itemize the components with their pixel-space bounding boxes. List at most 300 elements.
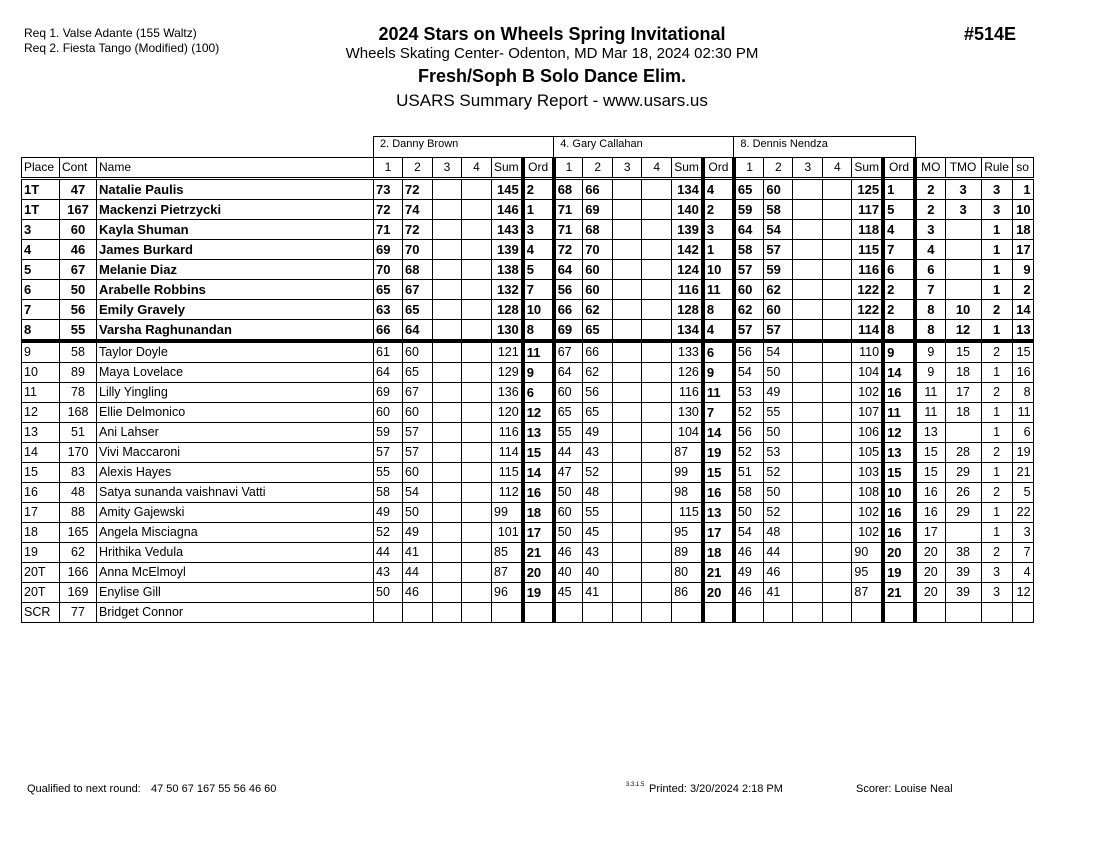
- judge-3-s4-cell: [823, 200, 852, 220]
- judge-3-s3-cell: [793, 563, 823, 583]
- contestant-number-cell: 62: [60, 543, 97, 563]
- judge-3-s1-cell: 57: [734, 320, 764, 342]
- judge-1-s2-cell: 70: [403, 240, 433, 260]
- judge-1-s3-cell: [433, 583, 462, 603]
- judge-2-s1-cell: 56: [554, 280, 583, 300]
- judge-2-s1-cell: 50: [554, 523, 583, 543]
- judge-3-s2-cell: 60: [764, 179, 793, 200]
- judge-1-ord-cell: 12: [523, 403, 554, 423]
- venue-datetime: Wheels Skating Center- Odenton, MD Mar 18, 2024 02:30 PM: [345, 45, 759, 62]
- requirement-2: Req 2. Fiesta Tango (Modified) (100): [24, 41, 220, 55]
- contestant-number-cell: 168: [60, 403, 97, 423]
- judge-1-ord-cell: 17: [523, 523, 554, 543]
- rule-cell: 2: [981, 483, 1012, 503]
- judge-3-sum-cell: 107: [852, 403, 883, 423]
- rule-cell: [981, 603, 1012, 623]
- table-row[interactable]: [22, 443, 1034, 463]
- col-header-j2-s4: 4: [642, 158, 672, 179]
- judge-2-s4-cell: [642, 363, 672, 383]
- mo-cell: 8: [915, 300, 945, 320]
- place-cell: 18: [22, 523, 60, 543]
- place-cell: 14: [22, 443, 60, 463]
- place-cell: 6: [22, 280, 60, 300]
- contestant-number-cell: 166: [60, 563, 97, 583]
- col-header-j3-s3: 3: [793, 158, 823, 179]
- judge-3-s2-cell: 57: [764, 240, 793, 260]
- judge-2-s4-cell: [642, 443, 672, 463]
- judge-1-ord-cell: 11: [523, 341, 554, 363]
- judge-3-s2-cell: 57: [764, 320, 793, 342]
- judge-1-s3-cell: [433, 503, 462, 523]
- skater-name-cell: Melanie Diaz: [97, 260, 374, 280]
- judge-1-ord-cell: 8: [523, 320, 554, 342]
- judge-2-sum-cell: 80: [672, 563, 703, 583]
- judge-3-s2-cell: 59: [764, 260, 793, 280]
- judge-1-sum-cell: 96: [492, 583, 523, 603]
- judge-2-s4-cell: [642, 403, 672, 423]
- judge-2-s3-cell: [613, 503, 642, 523]
- judge-2-s2-cell: [583, 603, 613, 623]
- judge-2-s3-cell: [613, 543, 642, 563]
- judge-2-sum-cell: 139: [672, 220, 703, 240]
- judge-1-sum-cell: 146: [492, 200, 523, 220]
- so-cell: 10: [1012, 200, 1033, 220]
- judge-2-s2-cell: 41: [583, 583, 613, 603]
- judge-3-ord-cell: 14: [883, 363, 915, 383]
- judge-2-ord-cell: 11: [703, 383, 734, 403]
- table-row[interactable]: [22, 240, 1034, 260]
- judge-3-s4-cell: [823, 260, 852, 280]
- judge-2-s4-cell: [642, 240, 672, 260]
- table-row[interactable]: [22, 260, 1034, 280]
- judge-1-s3-cell: [433, 200, 462, 220]
- judge-2-s3-cell: [613, 200, 642, 220]
- col-header-j2-s3: 3: [613, 158, 642, 179]
- place-cell: SCR: [22, 603, 60, 623]
- judge-3-s2-cell: 46: [764, 563, 793, 583]
- judge-3-s1-cell: 56: [734, 341, 764, 363]
- judge-3-s4-cell: [823, 563, 852, 583]
- table-row[interactable]: [22, 280, 1034, 300]
- col-header-j3-sum: Sum: [852, 158, 883, 179]
- judge-1-s1-cell: 71: [374, 220, 403, 240]
- judge-3-s4-cell: [823, 300, 852, 320]
- judge-1-ord-cell: 7: [523, 280, 554, 300]
- mo-cell: 15: [915, 463, 945, 483]
- judge-header-row: [22, 137, 1034, 158]
- judge-2-s3-cell: [613, 583, 642, 603]
- judge-3-s4-cell: [823, 320, 852, 342]
- tmo-cell: 26: [945, 483, 981, 503]
- skater-name-cell: Maya Lovelace: [97, 363, 374, 383]
- judge-3-ord-cell: 2: [883, 300, 915, 320]
- judge-2-sum-cell: [672, 603, 703, 623]
- judge-1-s2-cell: 74: [403, 200, 433, 220]
- tmo-cell: 3: [945, 200, 981, 220]
- table-row[interactable]: [22, 200, 1034, 220]
- judge-2-s4-cell: [642, 603, 672, 623]
- judge-2-s1-cell: 44: [554, 443, 583, 463]
- skater-name-cell: Bridget Connor: [97, 603, 374, 623]
- rule-cell: 1: [981, 423, 1012, 443]
- so-cell: 9: [1012, 260, 1033, 280]
- judge-2-ord-cell: [703, 603, 734, 623]
- place-cell: 8: [22, 320, 60, 342]
- judge-2-s2-cell: 62: [583, 363, 613, 383]
- table-row[interactable]: [22, 603, 1034, 623]
- judge-1-s4-cell: [462, 523, 492, 543]
- table-row[interactable]: [22, 403, 1034, 423]
- judge-3-s3-cell: [793, 503, 823, 523]
- contestant-number-cell: 170: [60, 443, 97, 463]
- skater-name-cell: Mackenzi Pietrzycki: [97, 200, 374, 220]
- judge-1-s1-cell: 66: [374, 320, 403, 342]
- judge-1-s3-cell: [433, 543, 462, 563]
- judge-3-ord-cell: 5: [883, 200, 915, 220]
- judge-3-s1-cell: 57: [734, 260, 764, 280]
- judge-3-s3-cell: [793, 179, 823, 200]
- judge-1-sum-cell: 121: [492, 341, 523, 363]
- judge-1-s1-cell: 49: [374, 503, 403, 523]
- judge-2-s3-cell: [613, 523, 642, 543]
- mo-cell: 3: [915, 220, 945, 240]
- col-header-j1-s3: 3: [433, 158, 462, 179]
- skater-name-cell: Kayla Shuman: [97, 220, 374, 240]
- contestant-number-cell: 78: [60, 383, 97, 403]
- mo-cell: 9: [915, 341, 945, 363]
- judge-1-ord-cell: [523, 603, 554, 623]
- judge-3-s3-cell: [793, 363, 823, 383]
- contestant-number-cell: 50: [60, 280, 97, 300]
- rule-cell: 1: [981, 463, 1012, 483]
- mo-cell: 16: [915, 503, 945, 523]
- judge-2-ord-cell: 16: [703, 483, 734, 503]
- judge-1-s3-cell: [433, 341, 462, 363]
- judge-1-s4-cell: [462, 543, 492, 563]
- judge-3-sum-cell: 115: [852, 240, 883, 260]
- judge-3-s1-cell: 51: [734, 463, 764, 483]
- judge-2-s4-cell: [642, 503, 672, 523]
- mo-cell: 7: [915, 280, 945, 300]
- skater-name-cell: Hrithika Vedula: [97, 543, 374, 563]
- judge-1-s1-cell: 58: [374, 483, 403, 503]
- judge-1-ord-cell: 6: [523, 383, 554, 403]
- judge-1-s1-cell: [374, 603, 403, 623]
- judge-1-s2-cell: 49: [403, 523, 433, 543]
- tmo-cell: 12: [945, 320, 981, 342]
- col-header-j1-s4: 4: [462, 158, 492, 179]
- mo-cell: 11: [915, 383, 945, 403]
- judge-2-s4-cell: [642, 383, 672, 403]
- col-header-mo: MO: [915, 158, 945, 179]
- table-row[interactable]: [22, 483, 1034, 503]
- rule-cell: 1: [981, 240, 1012, 260]
- judge-2-ord-cell: 4: [703, 320, 734, 342]
- table-row[interactable]: [22, 523, 1034, 543]
- judge-1-ord-cell: 1: [523, 200, 554, 220]
- judge-3-sum-cell: 106: [852, 423, 883, 443]
- judge-3-ord-cell: 16: [883, 503, 915, 523]
- table-row[interactable]: [22, 463, 1034, 483]
- tmo-cell: 29: [945, 503, 981, 523]
- mo-cell: 8: [915, 320, 945, 342]
- so-cell: [1012, 603, 1033, 623]
- judge-1-ord-cell: 16: [523, 483, 554, 503]
- table-row[interactable]: [22, 503, 1034, 523]
- judge-3-s2-cell: [764, 603, 793, 623]
- judge-2-s3-cell: [613, 341, 642, 363]
- judge-3-ord-cell: 21: [883, 583, 915, 603]
- judge-2-s1-cell: 50: [554, 483, 583, 503]
- judge-1-sum-cell: 85: [492, 543, 523, 563]
- qualified-label: Qualified to next round:: [27, 783, 141, 795]
- judge-2-s2-cell: 43: [583, 443, 613, 463]
- judge-3-s3-cell: [793, 200, 823, 220]
- judge-3-s4-cell: [823, 179, 852, 200]
- judge-3-s4-cell: [823, 543, 852, 563]
- judge-1-s1-cell: 59: [374, 423, 403, 443]
- table-row[interactable]: [22, 179, 1034, 200]
- judge-2-ord-cell: 13: [703, 503, 734, 523]
- judge-3-s3-cell: [793, 260, 823, 280]
- mo-cell: 16: [915, 483, 945, 503]
- table-row[interactable]: [22, 543, 1034, 563]
- judge-3-ord-cell: 15: [883, 463, 915, 483]
- judge-2-s1-cell: 46: [554, 543, 583, 563]
- judge-2-s3-cell: [613, 443, 642, 463]
- table-row[interactable]: [22, 220, 1034, 240]
- mo-cell: 9: [915, 363, 945, 383]
- judge-3-ord-cell: 16: [883, 523, 915, 543]
- mo-cell: 2: [915, 200, 945, 220]
- judge-2-s2-cell: 56: [583, 383, 613, 403]
- judge-3-sum-cell: 102: [852, 503, 883, 523]
- results-table: [21, 136, 1034, 623]
- judge-3-s4-cell: [823, 523, 852, 543]
- judge-1-s2-cell: 65: [403, 300, 433, 320]
- table-row[interactable]: [22, 320, 1034, 342]
- judge-3-s1-cell: 46: [734, 583, 764, 603]
- judge-1-s4-cell: [462, 320, 492, 342]
- judge-1-sum-cell: 114: [492, 443, 523, 463]
- judge-2-s1-cell: 66: [554, 300, 583, 320]
- judge-2-name: 4. Gary Callahan: [554, 137, 734, 158]
- contestant-number-cell: 56: [60, 300, 97, 320]
- judge-3-s1-cell: 52: [734, 403, 764, 423]
- judge-1-s2-cell: 41: [403, 543, 433, 563]
- judge-2-s2-cell: 55: [583, 503, 613, 523]
- contestant-number-cell: 167: [60, 200, 97, 220]
- judge-1-s4-cell: [462, 341, 492, 363]
- place-cell: 11: [22, 383, 60, 403]
- judge-3-s2-cell: 41: [764, 583, 793, 603]
- judge-3-ord-cell: [883, 603, 915, 623]
- judge-3-s3-cell: [793, 543, 823, 563]
- judge-1-s3-cell: [433, 220, 462, 240]
- judge-2-ord-cell: 15: [703, 463, 734, 483]
- judge-3-sum-cell: 105: [852, 443, 883, 463]
- contestant-number-cell: 60: [60, 220, 97, 240]
- judge-1-sum-cell: [492, 603, 523, 623]
- judge-2-sum-cell: 87: [672, 443, 703, 463]
- judge-2-s3-cell: [613, 179, 642, 200]
- judge-3-s1-cell: 62: [734, 300, 764, 320]
- judge-2-s2-cell: 65: [583, 403, 613, 423]
- judge-1-ord-cell: 5: [523, 260, 554, 280]
- rule-cell: 3: [981, 583, 1012, 603]
- judge-2-s3-cell: [613, 240, 642, 260]
- judge-1-s2-cell: 60: [403, 341, 433, 363]
- judge-2-ord-cell: 2: [703, 200, 734, 220]
- rule-cell: 3: [981, 179, 1012, 200]
- judge-2-s4-cell: [642, 200, 672, 220]
- rule-cell: 1: [981, 363, 1012, 383]
- skater-name-cell: Vivi Maccaroni: [97, 443, 374, 463]
- rule-cell: 1: [981, 523, 1012, 543]
- judge-3-s4-cell: [823, 503, 852, 523]
- judge-2-s4-cell: [642, 523, 672, 543]
- judge-2-s4-cell: [642, 220, 672, 240]
- judge-1-s3-cell: [433, 179, 462, 200]
- judge-3-s2-cell: 54: [764, 341, 793, 363]
- judge-1-s2-cell: 68: [403, 260, 433, 280]
- judge-2-ord-cell: 20: [703, 583, 734, 603]
- judge-2-ord-cell: 1: [703, 240, 734, 260]
- table-row[interactable]: [22, 423, 1034, 443]
- judge-1-s3-cell: [433, 320, 462, 342]
- judge-2-sum-cell: 128: [672, 300, 703, 320]
- place-cell: 20T: [22, 563, 60, 583]
- judge-3-s2-cell: 58: [764, 200, 793, 220]
- table-row[interactable]: [22, 583, 1034, 603]
- judge-2-sum-cell: 134: [672, 179, 703, 200]
- judge-1-sum-cell: 115: [492, 463, 523, 483]
- judge-1-s2-cell: 67: [403, 280, 433, 300]
- place-cell: 15: [22, 463, 60, 483]
- table-row[interactable]: [22, 383, 1034, 403]
- judge-1-s1-cell: 60: [374, 403, 403, 423]
- judge-3-s3-cell: [793, 341, 823, 363]
- judge-3-ord-cell: 7: [883, 240, 915, 260]
- judge-3-s1-cell: 58: [734, 240, 764, 260]
- place-cell: 12: [22, 403, 60, 423]
- judge-1-sum-cell: 101: [492, 523, 523, 543]
- col-header-j3-s1: 1: [734, 158, 764, 179]
- judge-1-s2-cell: 46: [403, 583, 433, 603]
- judge-3-s1-cell: [734, 603, 764, 623]
- mo-cell: 20: [915, 543, 945, 563]
- skater-name-cell: Emily Gravely: [97, 300, 374, 320]
- judge-1-s1-cell: 52: [374, 523, 403, 543]
- judge-2-s4-cell: [642, 423, 672, 443]
- judge-2-sum-cell: 130: [672, 403, 703, 423]
- judge-1-s3-cell: [433, 423, 462, 443]
- rule-cell: 1: [981, 320, 1012, 342]
- judge-1-sum-cell: 129: [492, 363, 523, 383]
- place-cell: 20T: [22, 583, 60, 603]
- judge-2-ord-cell: 7: [703, 403, 734, 423]
- judge-1-sum-cell: 87: [492, 563, 523, 583]
- judge-1-s1-cell: 69: [374, 383, 403, 403]
- judge-2-s3-cell: [613, 383, 642, 403]
- event-name: Fresh/Soph B Solo Dance Elim.: [417, 66, 687, 86]
- judge-2-s4-cell: [642, 300, 672, 320]
- judge-1-s2-cell: 57: [403, 443, 433, 463]
- judge-3-sum-cell: 117: [852, 200, 883, 220]
- judge-1-s3-cell: [433, 443, 462, 463]
- judge-3-s1-cell: 54: [734, 363, 764, 383]
- judge-2-s2-cell: 65: [583, 320, 613, 342]
- judge-3-sum-cell: 95: [852, 563, 883, 583]
- judge-3-s4-cell: [823, 603, 852, 623]
- judge-2-s3-cell: [613, 363, 642, 383]
- judge-1-s3-cell: [433, 403, 462, 423]
- judge-2-s3-cell: [613, 483, 642, 503]
- contestant-number-cell: 165: [60, 523, 97, 543]
- judge-1-sum-cell: 138: [492, 260, 523, 280]
- table-row[interactable]: [22, 300, 1034, 320]
- judge-1-s1-cell: 43: [374, 563, 403, 583]
- judge-3-ord-cell: 6: [883, 260, 915, 280]
- mo-cell: 15: [915, 443, 945, 463]
- judge-3-s1-cell: 59: [734, 200, 764, 220]
- judge-1-ord-cell: 14: [523, 463, 554, 483]
- judge-1-s4-cell: [462, 603, 492, 623]
- skater-name-cell: Arabelle Robbins: [97, 280, 374, 300]
- judge-1-s3-cell: [433, 483, 462, 503]
- rule-cell: 1: [981, 220, 1012, 240]
- judge-1-ord-cell: 19: [523, 583, 554, 603]
- judge-1-s4-cell: [462, 280, 492, 300]
- judge-2-s4-cell: [642, 280, 672, 300]
- tmo-cell: 17: [945, 383, 981, 403]
- tmo-cell: [945, 280, 981, 300]
- judge-3-s3-cell: [793, 220, 823, 240]
- so-cell: 6: [1012, 423, 1033, 443]
- contestant-number-cell: 169: [60, 583, 97, 603]
- table-row[interactable]: [22, 363, 1034, 383]
- table-row[interactable]: [22, 563, 1034, 583]
- judge-2-ord-cell: 3: [703, 220, 734, 240]
- judge-3-s4-cell: [823, 280, 852, 300]
- judge-2-s2-cell: 62: [583, 300, 613, 320]
- judge-2-ord-cell: 8: [703, 300, 734, 320]
- contestant-number-cell: 55: [60, 320, 97, 342]
- judge-2-ord-cell: 6: [703, 341, 734, 363]
- judge-3-sum-cell: [852, 603, 883, 623]
- skater-name-cell: Enylise Gill: [97, 583, 374, 603]
- contestant-number-cell: 88: [60, 503, 97, 523]
- judge-1-ord-cell: 13: [523, 423, 554, 443]
- judge-3-ord-cell: 2: [883, 280, 915, 300]
- skater-name-cell: Natalie Paulis: [97, 179, 374, 200]
- judge-3-s4-cell: [823, 220, 852, 240]
- place-cell: 19: [22, 543, 60, 563]
- judge-2-s3-cell: [613, 260, 642, 280]
- judge-1-s4-cell: [462, 179, 492, 200]
- judge-2-s2-cell: 40: [583, 563, 613, 583]
- mo-cell: 2: [915, 179, 945, 200]
- table-row[interactable]: [22, 341, 1034, 363]
- judge-2-s3-cell: [613, 563, 642, 583]
- judge-1-sum-cell: 116: [492, 423, 523, 443]
- judge-3-s1-cell: 54: [734, 523, 764, 543]
- judge-3-sum-cell: 108: [852, 483, 883, 503]
- mo-cell: 6: [915, 260, 945, 280]
- judge-3-sum-cell: 114: [852, 320, 883, 342]
- judge-1-s4-cell: [462, 260, 492, 280]
- place-cell: 17: [22, 503, 60, 523]
